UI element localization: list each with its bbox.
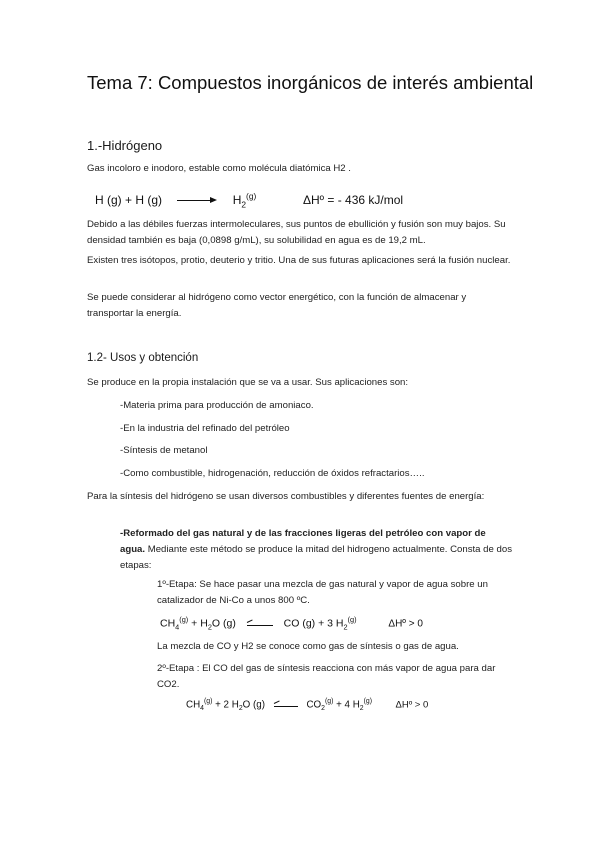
reforming-title: -Reformado del gas natural y de las fracciones ligeras del petróleo con vapor de agua.: [120, 528, 486, 555]
list-item: -En la industria del refinado del petróleo: [120, 423, 290, 434]
list-item: -Como combustible, hidrogenación, reducción de óxidos refractarios…..: [120, 468, 425, 479]
section-heading-hidrogeno: 1.-Hidrógeno: [87, 138, 163, 153]
equation-stage2: [186, 698, 428, 712]
delta-symbol: Δ: [302, 193, 311, 207]
eq1-reactant1: CH: [160, 617, 176, 630]
eq2-product2-sup: (g): [363, 698, 373, 705]
eq1-water-sub: 2: [207, 622, 212, 632]
eq2-product1: CO: [306, 699, 322, 711]
eq2-product1-sub: 2: [321, 705, 325, 713]
equation-product-state: (g): [246, 191, 257, 201]
synthesis-intro: Para la síntesis del hidrógeno se usan diversos combustibles y diferentes fuentes de energía:: [87, 491, 485, 502]
intro-paragraph: Gas incoloro e inodoro, estable como molécula diatómica H2 .: [87, 163, 351, 174]
paragraph-isotopes: Existen tres isótopos, protio, deuterio y tritio. Una de sus futuras aplicaciones será la fusión nuclear.: [87, 255, 511, 266]
eq2-reactant2: O (g): [242, 699, 265, 711]
paragraph-properties: Debido a las débiles fuerzas intermoleculares, sus puntos de ebullición y fusión son muy bajos. Su densidad también es baja (0,0898 g/mL), su solubilidad en agua es de 19,2 mL.: [87, 219, 506, 246]
eq2-enthalpy: ΔHº > 0: [395, 699, 429, 711]
reforming-paragraph: [120, 526, 512, 574]
eq1-plus-water: + H: [191, 617, 208, 630]
stage2-paragraph: 2º-Etapa : El CO del gas de síntesis reacciona con más vapor de agua para dar CO2.: [157, 663, 496, 690]
equation-enthalpy: Hº = - 436 kJ/mol: [311, 193, 404, 207]
list-item: -Síntesis de metanol: [120, 445, 208, 456]
equation-stage1: [160, 615, 423, 632]
uses-intro: Se produce en la propia instalación que se va a usar. Sus aplicaciones son:: [87, 377, 409, 388]
eq2-reactant1: CH: [186, 699, 201, 711]
equation-product-subscript: 2: [241, 199, 247, 210]
list-item: -Materia prima para producción de amoniaco.: [120, 400, 314, 411]
reaction-arrow: [177, 196, 217, 206]
eq2-arrow: [274, 700, 298, 710]
eq2-product1-sup: (g): [324, 698, 334, 705]
eq2-plus-hydrogen: + 4 H: [336, 699, 360, 711]
paragraph-energy-vector: Se puede considerar al hidrógeno como vector energético, con la función de almacenar y transportar la energía.: [87, 292, 467, 319]
syngas-paragraph: La mezcla de CO y H2 se conoce como gas de síntesis o gas de agua.: [157, 641, 459, 652]
page-title: Tema 7: Compuestos inorgánicos de interés ambiental: [87, 72, 534, 93]
eq1-reactant1-sub: 4: [175, 622, 180, 632]
eq2-water-sub: 2: [238, 705, 243, 713]
reforming-description: Mediante este método se produce la mitad del hidrogeno actualmente. Consta de dos etapas:: [120, 544, 512, 571]
eq1-enthalpy: ΔHº > 0: [388, 618, 423, 630]
eq2-plus-water: + 2 H: [215, 699, 239, 711]
equation-product: H: [232, 193, 242, 207]
section-heading-usos: 1.2- Usos y obtención: [87, 352, 199, 364]
eq1-products: CO (g) + 3 H: [283, 617, 344, 630]
eq2-reactant1-sup: (g): [203, 698, 213, 705]
eq1-reactant2: O (g): [211, 617, 236, 630]
stage1-paragraph: 1º-Etapa: Se hace pasar una mezcla de gas natural y vapor de agua sobre un catalizador de Ni-Co a unos 800 ºC.: [157, 579, 488, 606]
equation-reactants: H (g) + H (g): [95, 193, 163, 207]
eq1-arrow: [247, 619, 273, 629]
eq1-reactant1-sup: (g): [179, 615, 189, 624]
eq2-product2-sub: 2: [359, 705, 364, 713]
eq2-reactant1-sub: 4: [200, 705, 204, 713]
eq1-product-sub: 2: [343, 622, 348, 632]
eq1-product-sup: (g): [347, 615, 357, 624]
equation-h2-formation: [95, 191, 403, 209]
